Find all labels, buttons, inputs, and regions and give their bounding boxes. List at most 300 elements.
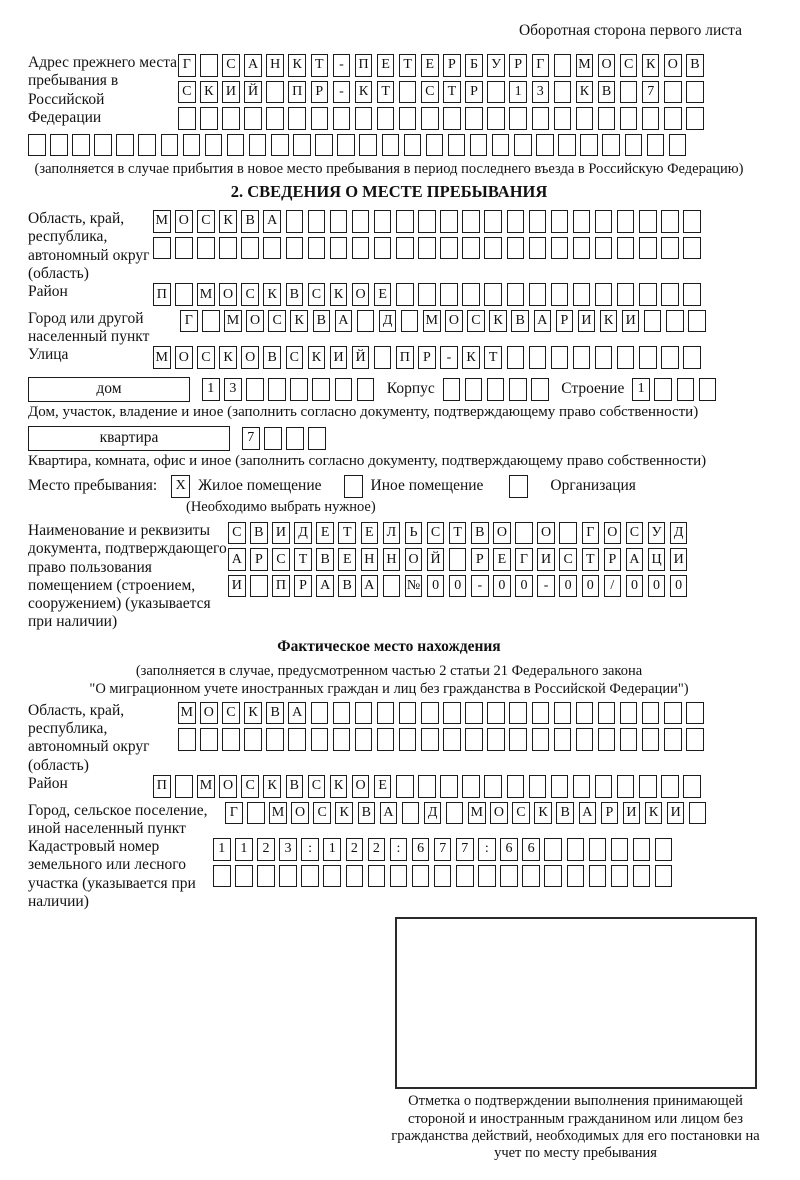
char-box[interactable]: К	[645, 802, 663, 825]
char-box[interactable]	[595, 283, 613, 306]
char-box[interactable]	[449, 548, 467, 571]
char-box[interactable]: С	[228, 522, 246, 545]
char-box[interactable]	[484, 210, 502, 233]
char-box[interactable]	[551, 237, 569, 260]
char-box[interactable]	[257, 865, 275, 888]
char-box[interactable]	[462, 775, 480, 798]
char-box[interactable]: А	[335, 310, 353, 333]
char-box[interactable]: С	[620, 54, 638, 77]
char-box[interactable]	[183, 134, 201, 157]
char-box[interactable]	[138, 134, 156, 157]
char-box[interactable]: К	[244, 702, 262, 725]
char-box[interactable]	[323, 865, 341, 888]
char-box[interactable]	[529, 237, 547, 260]
char-box[interactable]	[573, 237, 591, 260]
char-box[interactable]	[554, 728, 572, 751]
char-box[interactable]: С	[308, 775, 326, 798]
char-box[interactable]	[335, 378, 353, 401]
char-box[interactable]	[197, 237, 215, 260]
char-box[interactable]: К	[335, 802, 353, 825]
char-box[interactable]: Р	[604, 548, 622, 571]
char-box[interactable]: Ь	[405, 522, 423, 545]
char-box[interactable]: 6	[412, 838, 430, 861]
char-box[interactable]: К	[534, 802, 552, 825]
char-box[interactable]: Н	[266, 54, 284, 77]
char-box[interactable]: Й	[427, 548, 445, 571]
char-box[interactable]	[551, 775, 569, 798]
char-box[interactable]: И	[272, 522, 290, 545]
char-box[interactable]	[686, 81, 704, 104]
char-box[interactable]	[440, 210, 458, 233]
char-box[interactable]	[611, 865, 629, 888]
char-box[interactable]	[333, 107, 351, 130]
char-box[interactable]	[529, 775, 547, 798]
char-box[interactable]: -	[537, 575, 555, 598]
char-box[interactable]: В	[471, 522, 489, 545]
char-box[interactable]: В	[511, 310, 529, 333]
char-box[interactable]: И	[330, 346, 348, 369]
char-box[interactable]	[639, 346, 657, 369]
char-box[interactable]	[266, 107, 284, 130]
char-box[interactable]	[286, 237, 304, 260]
char-box[interactable]	[617, 210, 635, 233]
char-box[interactable]	[404, 134, 422, 157]
char-box[interactable]: 7	[456, 838, 474, 861]
char-box[interactable]: Д	[424, 802, 442, 825]
char-box[interactable]	[639, 775, 657, 798]
char-box[interactable]	[153, 237, 171, 260]
char-box[interactable]: Г	[225, 802, 243, 825]
char-box[interactable]	[661, 283, 679, 306]
char-box[interactable]: М	[269, 802, 287, 825]
residential-checkbox[interactable]: X	[171, 475, 190, 498]
char-box[interactable]: Й	[352, 346, 370, 369]
char-box[interactable]	[669, 134, 687, 157]
char-box[interactable]: О	[219, 775, 237, 798]
char-box[interactable]: /	[604, 575, 622, 598]
char-box[interactable]	[573, 775, 591, 798]
char-box[interactable]: О	[352, 775, 370, 798]
char-box[interactable]: Г	[180, 310, 198, 333]
char-box[interactable]: Ц	[648, 548, 666, 571]
char-box[interactable]	[522, 865, 540, 888]
char-box[interactable]: Р	[601, 802, 619, 825]
char-box[interactable]	[462, 210, 480, 233]
char-box[interactable]	[639, 283, 657, 306]
char-box[interactable]	[293, 134, 311, 157]
char-box[interactable]	[683, 346, 701, 369]
char-box[interactable]	[72, 134, 90, 157]
char-box[interactable]	[418, 210, 436, 233]
char-box[interactable]: 0	[670, 575, 688, 598]
char-box[interactable]	[595, 210, 613, 233]
char-box[interactable]: У	[648, 522, 666, 545]
char-box[interactable]	[355, 702, 373, 725]
char-box[interactable]	[595, 237, 613, 260]
char-box[interactable]	[589, 865, 607, 888]
char-box[interactable]	[661, 210, 679, 233]
char-box[interactable]	[655, 865, 673, 888]
char-box[interactable]	[507, 283, 525, 306]
char-box[interactable]	[357, 378, 375, 401]
char-box[interactable]	[337, 134, 355, 157]
char-box[interactable]: К	[219, 210, 237, 233]
char-box[interactable]: Р	[509, 54, 527, 77]
char-box[interactable]: Г	[532, 54, 550, 77]
char-box[interactable]: Е	[361, 522, 379, 545]
char-box[interactable]	[308, 210, 326, 233]
char-box[interactable]: Р	[294, 575, 312, 598]
other-premises-checkbox[interactable]	[344, 475, 363, 498]
char-box[interactable]	[487, 728, 505, 751]
char-box[interactable]: О	[241, 346, 259, 369]
char-box[interactable]	[288, 728, 306, 751]
char-box[interactable]	[359, 134, 377, 157]
char-box[interactable]	[399, 702, 417, 725]
char-box[interactable]	[116, 134, 134, 157]
char-box[interactable]: Т	[311, 54, 329, 77]
char-box[interactable]	[532, 728, 550, 751]
char-box[interactable]	[50, 134, 68, 157]
char-box[interactable]	[633, 838, 651, 861]
char-box[interactable]	[551, 210, 569, 233]
char-box[interactable]: Т	[377, 81, 395, 104]
char-box[interactable]	[686, 702, 704, 725]
char-box[interactable]: А	[228, 548, 246, 571]
char-box[interactable]	[288, 107, 306, 130]
char-box[interactable]: А	[263, 210, 281, 233]
char-box[interactable]	[551, 346, 569, 369]
char-box[interactable]	[352, 237, 370, 260]
char-box[interactable]	[664, 702, 682, 725]
char-box[interactable]: П	[153, 283, 171, 306]
char-box[interactable]	[620, 728, 638, 751]
char-box[interactable]: Р	[250, 548, 268, 571]
char-box[interactable]	[661, 237, 679, 260]
char-box[interactable]	[462, 283, 480, 306]
char-box[interactable]: 0	[648, 575, 666, 598]
char-box[interactable]	[536, 134, 554, 157]
char-box[interactable]	[250, 575, 268, 598]
char-box[interactable]: О	[490, 802, 508, 825]
char-box[interactable]: 7	[242, 427, 260, 450]
char-box[interactable]	[263, 237, 281, 260]
char-box[interactable]	[664, 81, 682, 104]
char-box[interactable]	[244, 107, 262, 130]
char-box[interactable]: Е	[316, 522, 334, 545]
char-box[interactable]	[465, 702, 483, 725]
char-box[interactable]: В	[316, 548, 334, 571]
char-box[interactable]: 2	[346, 838, 364, 861]
char-box[interactable]: О	[246, 310, 264, 333]
char-box[interactable]	[396, 283, 414, 306]
char-box[interactable]	[529, 283, 547, 306]
char-box[interactable]	[644, 310, 662, 333]
char-box[interactable]: И	[667, 802, 685, 825]
char-box[interactable]	[402, 802, 420, 825]
char-box[interactable]	[311, 702, 329, 725]
char-box[interactable]	[620, 107, 638, 130]
char-box[interactable]	[617, 283, 635, 306]
char-box[interactable]: В	[263, 346, 281, 369]
char-box[interactable]: 0	[515, 575, 533, 598]
char-box[interactable]	[567, 865, 585, 888]
char-box[interactable]: С	[421, 81, 439, 104]
char-box[interactable]	[683, 775, 701, 798]
char-box[interactable]	[507, 775, 525, 798]
char-box[interactable]: 1	[235, 838, 253, 861]
char-box[interactable]: С	[197, 210, 215, 233]
char-box[interactable]	[602, 134, 620, 157]
char-box[interactable]	[509, 702, 527, 725]
char-box[interactable]	[598, 107, 616, 130]
char-box[interactable]	[390, 865, 408, 888]
char-box[interactable]	[484, 237, 502, 260]
char-box[interactable]: 1	[213, 838, 231, 861]
char-box[interactable]: М	[468, 802, 486, 825]
char-box[interactable]	[352, 210, 370, 233]
char-box[interactable]	[507, 237, 525, 260]
char-box[interactable]	[401, 310, 419, 333]
char-box[interactable]: С	[626, 522, 644, 545]
char-box[interactable]: М	[197, 283, 215, 306]
char-box[interactable]	[434, 865, 452, 888]
char-box[interactable]	[514, 134, 532, 157]
char-box[interactable]	[487, 81, 505, 104]
char-box[interactable]	[611, 838, 629, 861]
char-box[interactable]: О	[405, 548, 423, 571]
char-box[interactable]: С	[467, 310, 485, 333]
char-box[interactable]	[200, 107, 218, 130]
char-box[interactable]	[573, 283, 591, 306]
char-box[interactable]	[661, 346, 679, 369]
char-box[interactable]: Д	[670, 522, 688, 545]
char-box[interactable]: В	[241, 210, 259, 233]
char-box[interactable]: П	[153, 775, 171, 798]
char-box[interactable]: Р	[418, 346, 436, 369]
char-box[interactable]: -	[333, 54, 351, 77]
char-box[interactable]	[598, 702, 616, 725]
char-box[interactable]	[677, 378, 695, 401]
char-box[interactable]	[655, 838, 673, 861]
char-box[interactable]	[247, 802, 265, 825]
char-box[interactable]: О	[493, 522, 511, 545]
char-box[interactable]	[286, 210, 304, 233]
char-box[interactable]: С	[241, 283, 259, 306]
char-box[interactable]	[654, 378, 672, 401]
char-box[interactable]	[377, 702, 395, 725]
char-box[interactable]	[529, 210, 547, 233]
char-box[interactable]: М	[197, 775, 215, 798]
char-box[interactable]	[465, 378, 483, 401]
char-box[interactable]: К	[263, 775, 281, 798]
char-box[interactable]	[244, 728, 262, 751]
char-box[interactable]	[279, 865, 297, 888]
char-box[interactable]	[301, 865, 319, 888]
char-box[interactable]	[312, 378, 330, 401]
char-box[interactable]: Т	[449, 522, 467, 545]
char-box[interactable]	[374, 346, 392, 369]
char-box[interactable]	[529, 346, 547, 369]
char-box[interactable]: М	[178, 702, 196, 725]
char-box[interactable]	[465, 728, 483, 751]
char-box[interactable]: О	[175, 346, 193, 369]
char-box[interactable]: №	[405, 575, 423, 598]
char-box[interactable]: К	[200, 81, 218, 104]
char-box[interactable]	[683, 210, 701, 233]
char-box[interactable]	[308, 237, 326, 260]
char-box[interactable]: 0	[493, 575, 511, 598]
char-box[interactable]	[598, 728, 616, 751]
char-box[interactable]	[589, 838, 607, 861]
char-box[interactable]	[246, 378, 264, 401]
char-box[interactable]	[202, 310, 220, 333]
char-box[interactable]	[446, 802, 464, 825]
char-box[interactable]	[620, 81, 638, 104]
char-box[interactable]: С	[559, 548, 577, 571]
char-box[interactable]	[399, 728, 417, 751]
char-box[interactable]: С	[197, 346, 215, 369]
char-box[interactable]: С	[268, 310, 286, 333]
char-box[interactable]: К	[219, 346, 237, 369]
char-box[interactable]: Г	[178, 54, 196, 77]
char-box[interactable]	[418, 775, 436, 798]
char-box[interactable]: М	[153, 210, 171, 233]
char-box[interactable]: М	[153, 346, 171, 369]
char-box[interactable]	[559, 522, 577, 545]
char-box[interactable]: Л	[383, 522, 401, 545]
char-box[interactable]: -	[471, 575, 489, 598]
char-box[interactable]: О	[219, 283, 237, 306]
char-box[interactable]: 0	[626, 575, 644, 598]
char-box[interactable]: 0	[427, 575, 445, 598]
char-box[interactable]	[396, 210, 414, 233]
char-box[interactable]	[647, 134, 665, 157]
char-box[interactable]	[200, 54, 218, 77]
char-box[interactable]: В	[598, 81, 616, 104]
char-box[interactable]: 7	[434, 838, 452, 861]
char-box[interactable]: М	[224, 310, 242, 333]
char-box[interactable]: М	[423, 310, 441, 333]
char-box[interactable]: 6	[522, 838, 540, 861]
char-box[interactable]: В	[250, 522, 268, 545]
char-box[interactable]	[465, 107, 483, 130]
char-box[interactable]	[551, 283, 569, 306]
char-box[interactable]	[515, 522, 533, 545]
char-box[interactable]: А	[579, 802, 597, 825]
char-box[interactable]	[487, 702, 505, 725]
char-box[interactable]	[580, 134, 598, 157]
char-box[interactable]	[374, 210, 392, 233]
char-box[interactable]: Н	[383, 548, 401, 571]
char-box[interactable]: Г	[582, 522, 600, 545]
char-box[interactable]: С	[286, 346, 304, 369]
char-box[interactable]: А	[361, 575, 379, 598]
char-box[interactable]	[686, 107, 704, 130]
char-box[interactable]	[396, 237, 414, 260]
char-box[interactable]: Р	[465, 81, 483, 104]
char-box[interactable]: А	[534, 310, 552, 333]
char-box[interactable]	[440, 775, 458, 798]
char-box[interactable]	[421, 107, 439, 130]
char-box[interactable]: К	[263, 283, 281, 306]
char-box[interactable]	[625, 134, 643, 157]
char-box[interactable]	[249, 134, 267, 157]
char-box[interactable]: 0	[559, 575, 577, 598]
char-box[interactable]	[509, 728, 527, 751]
char-box[interactable]: С	[222, 54, 240, 77]
char-box[interactable]: В	[286, 283, 304, 306]
char-box[interactable]	[532, 107, 550, 130]
char-box[interactable]: С	[178, 81, 196, 104]
char-box[interactable]	[264, 427, 282, 450]
char-box[interactable]	[617, 237, 635, 260]
char-box[interactable]	[368, 865, 386, 888]
char-box[interactable]: Т	[582, 548, 600, 571]
char-box[interactable]: П	[355, 54, 373, 77]
char-box[interactable]: О	[352, 283, 370, 306]
char-box[interactable]: И	[537, 548, 555, 571]
char-box[interactable]	[554, 54, 572, 77]
char-box[interactable]	[699, 378, 717, 401]
char-box[interactable]	[396, 775, 414, 798]
char-box[interactable]: 3	[224, 378, 242, 401]
char-box[interactable]	[666, 310, 684, 333]
char-box[interactable]: -	[333, 81, 351, 104]
char-box[interactable]	[509, 107, 527, 130]
char-box[interactable]	[620, 702, 638, 725]
char-box[interactable]: Е	[377, 54, 395, 77]
char-box[interactable]: Р	[311, 81, 329, 104]
char-box[interactable]	[374, 237, 392, 260]
char-box[interactable]	[443, 702, 461, 725]
char-box[interactable]: Т	[294, 548, 312, 571]
char-box[interactable]	[227, 134, 245, 157]
char-box[interactable]	[175, 775, 193, 798]
char-box[interactable]	[617, 346, 635, 369]
char-box[interactable]	[330, 210, 348, 233]
char-box[interactable]	[28, 134, 46, 157]
char-box[interactable]	[399, 107, 417, 130]
char-box[interactable]	[418, 283, 436, 306]
char-box[interactable]	[377, 107, 395, 130]
char-box[interactable]	[633, 865, 651, 888]
char-box[interactable]	[576, 702, 594, 725]
char-box[interactable]	[573, 346, 591, 369]
char-box[interactable]: 1	[509, 81, 527, 104]
char-box[interactable]: И	[670, 548, 688, 571]
char-box[interactable]: К	[462, 346, 480, 369]
char-box[interactable]	[462, 237, 480, 260]
char-box[interactable]: Т	[399, 54, 417, 77]
char-box[interactable]: И	[578, 310, 596, 333]
char-box[interactable]: О	[291, 802, 309, 825]
char-box[interactable]	[686, 728, 704, 751]
char-box[interactable]: 3	[279, 838, 297, 861]
char-box[interactable]	[484, 283, 502, 306]
char-box[interactable]: Р	[443, 54, 461, 77]
char-box[interactable]: К	[308, 346, 326, 369]
char-box[interactable]: И	[623, 802, 641, 825]
char-box[interactable]: 2	[368, 838, 386, 861]
char-box[interactable]: Б	[465, 54, 483, 77]
char-box[interactable]	[235, 865, 253, 888]
char-box[interactable]: В	[358, 802, 376, 825]
char-box[interactable]	[554, 107, 572, 130]
char-box[interactable]	[554, 81, 572, 104]
char-box[interactable]: С	[241, 775, 259, 798]
char-box[interactable]: :	[478, 838, 496, 861]
